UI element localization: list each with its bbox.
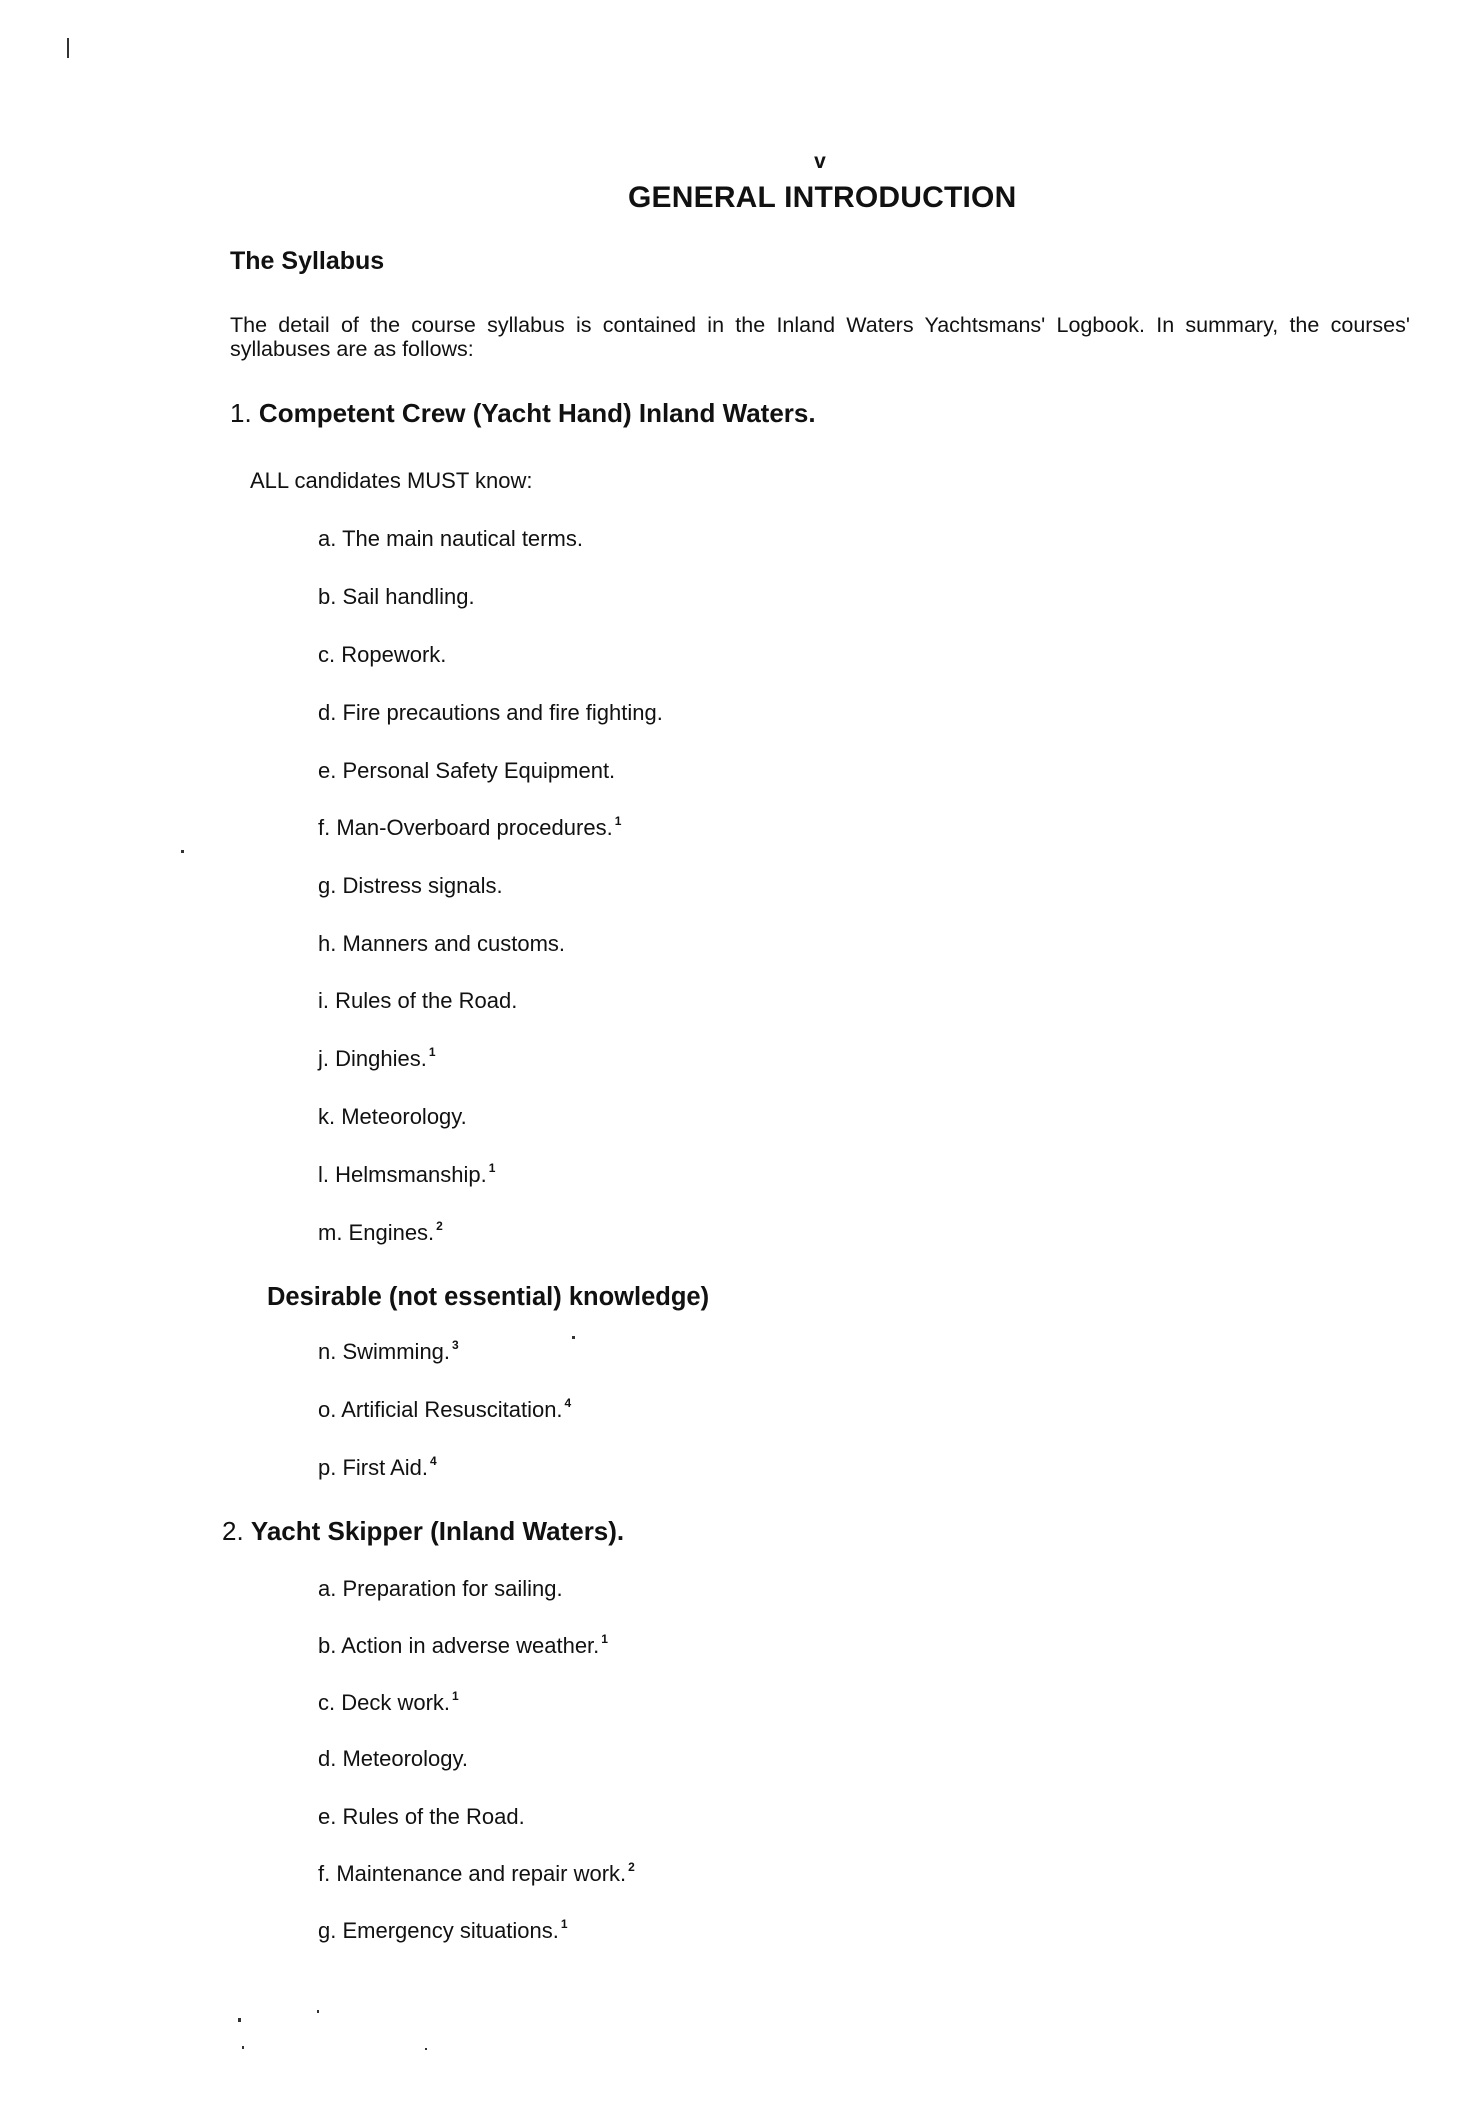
list-item: d. Meteorology. xyxy=(318,1746,469,1771)
scan-speck xyxy=(242,2046,244,2049)
list-item: f. Man-Overboard procedures. $^1$ xyxy=(318,813,622,840)
list-item: g. Emergency situations. $^1$ xyxy=(318,1916,568,1943)
scan-speck xyxy=(572,1336,575,1339)
course-1-lead: ALL candidates MUST know: xyxy=(250,468,533,493)
page-title: GENERAL INTRODUCTION xyxy=(628,181,1017,214)
list-item: d. Fire precautions and fire fighting. xyxy=(318,700,663,725)
list-item: p. First Aid. $^4$ xyxy=(318,1453,437,1480)
list-item: i. Rules of the Road. xyxy=(318,988,518,1013)
list-item: m. Engines. $^2$ xyxy=(318,1218,443,1245)
list-item: j. Dinghies. $^1$ xyxy=(318,1044,436,1071)
section-title: The Syllabus xyxy=(230,247,385,275)
list-item: a. The main nautical terms. xyxy=(318,526,583,551)
list-item: o. Artificial Resuscitation. $^4$ xyxy=(318,1395,572,1422)
scan-speck xyxy=(238,2018,241,2022)
scan-speck xyxy=(425,2048,427,2050)
intro-paragraph: The detail of the course syllabus is contained in the Inland Waters Yachtsmans' Logbook. In summary, the courses' syllabuses are as follows: xyxy=(230,313,1410,361)
course-1-name: Competent Crew (Yacht Hand) Inland Waters. xyxy=(258,398,816,428)
list-item: h. Manners and customs. xyxy=(318,931,566,956)
list-item: n. Swimming. $^3$ xyxy=(318,1337,459,1364)
list-item: e. Personal Safety Equipment. xyxy=(318,758,616,783)
scan-speck xyxy=(181,850,184,853)
list-item: b. Action in adverse weather. $^1$ xyxy=(318,1631,608,1658)
course-1-number: 1. xyxy=(230,398,252,428)
list-item: k. Meteorology. xyxy=(318,1104,467,1129)
list-item: l. Helmsmanship. $^1$ xyxy=(318,1160,496,1187)
desirable-knowledge-heading: Desirable (not essential) knowledge) xyxy=(267,1283,710,1311)
list-item: a. Preparation for sailing. xyxy=(318,1576,563,1601)
list-item: b. Sail handling. xyxy=(318,584,475,609)
list-item: e. Rules of the Road. xyxy=(318,1804,525,1829)
list-item: c. Deck work. $^1$ xyxy=(318,1688,459,1715)
list-item: g. Distress signals. xyxy=(318,873,503,898)
course-2-heading xyxy=(222,1516,624,1547)
course-2-number: 2. xyxy=(222,1516,244,1546)
page-number: v xyxy=(814,150,826,173)
course-2-name: Yacht Skipper (Inland Waters). xyxy=(250,1516,625,1546)
list-item: c. Ropework. xyxy=(318,642,447,667)
list-item: f. Maintenance and repair work. $^2$ xyxy=(318,1859,635,1886)
course-1-heading xyxy=(230,398,816,429)
scan-speck xyxy=(317,2010,319,2013)
scan-mark xyxy=(67,38,69,58)
